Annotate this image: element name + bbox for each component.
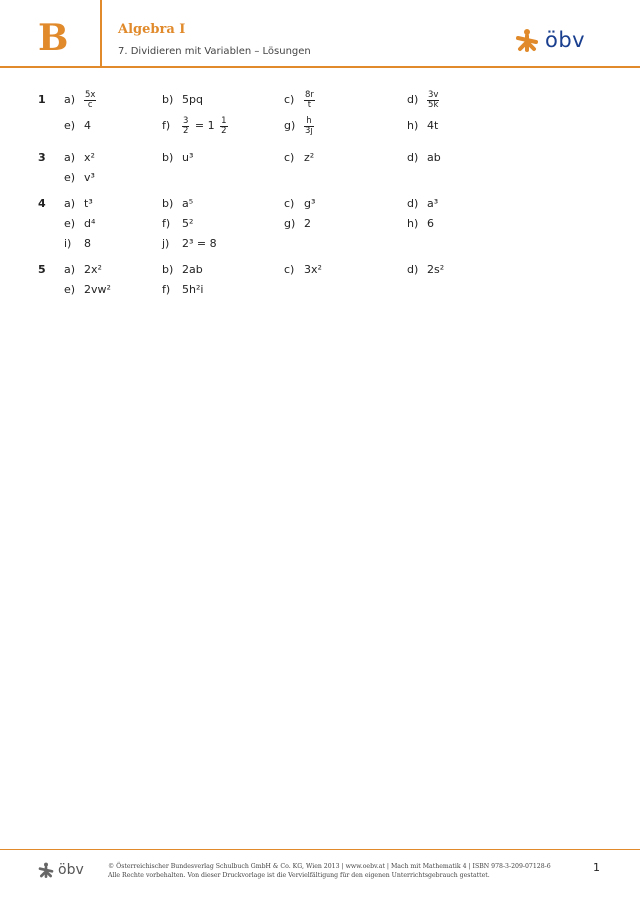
footer-logo: [38, 862, 84, 878]
answer-label: h): [407, 217, 419, 230]
answer-value: t³: [84, 197, 93, 210]
answer-cell: [284, 194, 315, 214]
answer-value: 4: [84, 119, 91, 132]
answer-value: 2: [304, 217, 311, 230]
answer-value: 2vw²: [84, 283, 111, 296]
answer-label: b): [162, 93, 174, 106]
answer-label: e): [64, 119, 76, 132]
denominator: 5k: [428, 99, 439, 110]
section-letter: B: [38, 17, 69, 59]
footer-line-1: © Österreichischer Bundesverlag Schulbuch GmbH & Co. KG, Wien 2013 | www.oebv.at | Mach mit Mathematik 4 | ISBN 978-3-209-07128-6: [108, 863, 551, 870]
answer-label: a): [64, 197, 76, 210]
answer-cell: [162, 280, 203, 300]
fraction: [220, 117, 227, 136]
answer-value: 2³ = 8: [182, 237, 217, 250]
answer-label: j): [162, 237, 170, 250]
answer-label: b): [162, 151, 174, 164]
page-number: 1: [593, 861, 600, 874]
answer-value: x²: [84, 151, 95, 164]
answer-value: 2ab: [182, 263, 203, 276]
answer-label: f): [162, 283, 171, 296]
answer-label: d): [407, 93, 419, 106]
answer-value: 3x²: [304, 263, 322, 276]
answer-label: e): [64, 217, 76, 230]
answer-label: e): [64, 283, 76, 296]
answer-label: i): [64, 237, 72, 250]
answer-row: [38, 90, 618, 116]
fraction: [427, 91, 439, 110]
answer-label: b): [162, 263, 174, 276]
answer-label: f): [162, 119, 171, 132]
answer-cell: [64, 234, 91, 254]
answer-cell: [407, 260, 444, 280]
answer-cell: [162, 234, 217, 254]
answer-label: c): [284, 151, 295, 164]
fraction: [182, 117, 189, 136]
answer-cell: [162, 214, 193, 234]
fraction: [304, 117, 314, 136]
answer-cell: [64, 280, 111, 300]
numerator: 3v: [428, 89, 439, 100]
answer-cell: [64, 116, 91, 136]
answer-cell: [284, 116, 314, 136]
answer-value: v³: [84, 171, 95, 184]
exercise-number: 5: [38, 263, 46, 276]
answer-value: a⁵: [182, 197, 194, 210]
answer-row: [38, 280, 618, 300]
answer-cell: [407, 90, 439, 110]
answer-equals: = 1: [191, 119, 219, 132]
answer-value: g³: [304, 197, 316, 210]
answer-cell: [64, 148, 95, 168]
answer-value: 8: [84, 237, 91, 250]
exercise-group: [38, 90, 618, 142]
denominator: t: [307, 99, 312, 110]
denominator: 2: [183, 125, 189, 136]
header-divider: [100, 0, 102, 67]
footer-brand-name: öbv: [58, 862, 84, 878]
answer-row: [38, 260, 618, 280]
page-subtitle: 7. Dividieren mit Variablen – Lösungen: [118, 46, 311, 57]
answer-label: f): [162, 217, 171, 230]
answer-cell: [64, 214, 95, 234]
answer-label: a): [64, 151, 76, 164]
brand-logo: [515, 28, 585, 52]
page-header: [0, 0, 640, 67]
answer-cell: [407, 194, 438, 214]
exercise-group: [38, 260, 618, 300]
numerator: h: [304, 117, 314, 127]
exercise-group: [38, 148, 618, 188]
exercise-number: 4: [38, 197, 46, 210]
solutions-list: [38, 90, 618, 306]
footer-line-2: Alle Rechte vorbehalten. Von dieser Druckvorlage ist die Vervielfältigung für den eigenen Unterrichtsgebrauch gestattet.: [108, 872, 490, 879]
answer-cell: [407, 148, 441, 168]
answer-cell: [162, 194, 193, 214]
exercise-number: 3: [38, 151, 46, 164]
answer-value: 2s²: [427, 263, 445, 276]
answer-label: a): [64, 93, 76, 106]
answer-row: [38, 168, 618, 188]
answer-value: 6: [427, 217, 434, 230]
obv-star-logo-icon: [515, 28, 539, 52]
answer-value: ab: [427, 151, 441, 164]
page-title: Algebra I: [118, 22, 186, 37]
exercise-number: 1: [38, 93, 46, 106]
answer-row: [38, 116, 618, 142]
numerator: 3: [183, 115, 189, 126]
answer-value: 4t: [427, 119, 439, 132]
answer-value: 5²: [182, 217, 194, 230]
answer-cell: [284, 148, 314, 168]
answer-value: 5h²i: [182, 283, 204, 296]
answer-value: 2x²: [84, 263, 102, 276]
answer-value: z²: [304, 151, 315, 164]
answer-cell: [284, 90, 315, 110]
answer-label: c): [284, 93, 295, 106]
answer-cell: [284, 214, 311, 234]
answer-value: u³: [182, 151, 194, 164]
answer-cell: [162, 116, 228, 136]
brand-name: öbv: [545, 28, 586, 52]
answer-cell: [162, 148, 193, 168]
answer-label: c): [284, 197, 295, 210]
answer-label: e): [64, 171, 76, 184]
fraction: [304, 91, 315, 110]
fraction: [84, 91, 96, 110]
answer-label: d): [407, 263, 419, 276]
denominator: 2: [221, 125, 227, 136]
answer-row: [38, 148, 618, 168]
numerator: 1: [221, 115, 227, 126]
denominator: 3j: [305, 125, 313, 136]
answer-cell: [64, 168, 95, 188]
answer-label: d): [407, 151, 419, 164]
answer-label: b): [162, 197, 174, 210]
answer-value: d⁴: [84, 217, 96, 230]
answer-label: d): [407, 197, 419, 210]
answer-label: h): [407, 119, 419, 132]
answer-cell: [162, 90, 203, 110]
denominator: c: [87, 99, 93, 110]
answer-cell: [162, 260, 203, 280]
answer-cell: [284, 260, 322, 280]
answer-label: c): [284, 263, 295, 276]
numerator: 8r: [305, 89, 314, 100]
footer-rule: [0, 849, 640, 850]
answer-label: g): [284, 119, 296, 132]
obv-star-logo-icon: [38, 862, 54, 878]
answer-label: a): [64, 263, 76, 276]
numerator: 5x: [85, 89, 96, 100]
answer-cell: [64, 90, 96, 110]
answer-cell: [64, 260, 102, 280]
footer-copyright: [108, 862, 568, 880]
answer-cell: [407, 116, 438, 136]
answer-row: [38, 234, 618, 254]
answer-cell: [64, 194, 93, 214]
answer-label: g): [284, 217, 296, 230]
answer-row: [38, 194, 618, 214]
exercise-group: [38, 194, 618, 254]
answer-value: 5pq: [182, 93, 203, 106]
answer-row: [38, 214, 618, 234]
answer-cell: [407, 214, 434, 234]
header-rule: [0, 66, 640, 68]
answer-value: a³: [427, 197, 439, 210]
